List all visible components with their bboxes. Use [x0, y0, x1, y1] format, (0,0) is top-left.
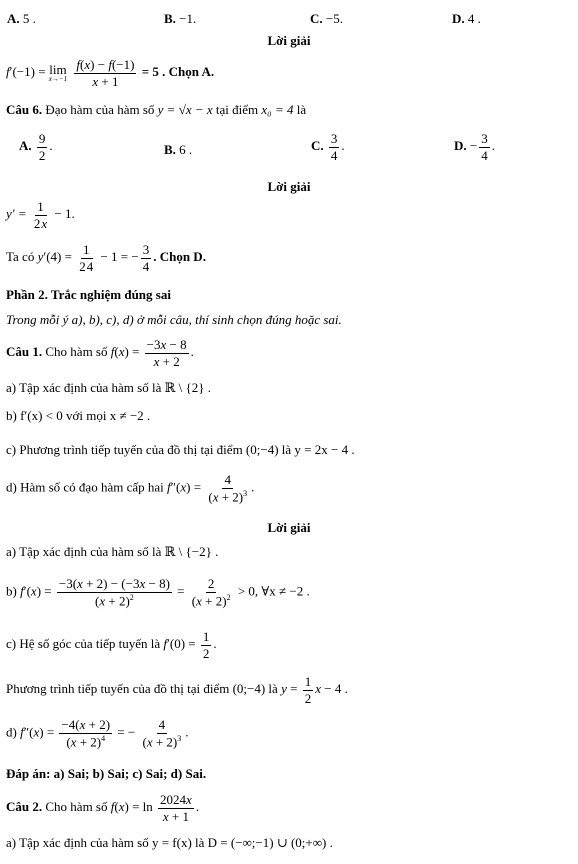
- q5-option-c: C. −5.: [310, 11, 343, 26]
- q6-solution-line: Ta có y′(4) = $\frac{1}{24}$ − 1 = − $\frac{3}{4}$ . Chọn D.: [6, 242, 206, 274]
- c1-solution-c: c) Hệ số góc của tiếp tuyến là f′(0) = $\frac{1}{2}$ .: [6, 629, 217, 661]
- q6-derivative: y′ = $\frac{1}{2x}$ − 1.: [6, 199, 75, 231]
- c1-solution-b: b) f′(x) = $\frac{-3(x + 2) - (-3x - 8)}{(x + 2)^2}$ = $\frac{2}{(x + 2)^2}$ > 0, ∀x ≠ −2 .: [6, 576, 310, 608]
- c1-question: Câu 1. Cho hàm số f(x) = $\frac{-3x - 8}{x + 2}$ .: [6, 337, 194, 369]
- c1-solution-a: a) Tập xác định của hàm số là ℝ \ {−2} .: [6, 544, 219, 559]
- part2-instruction: Trong mỗi ý a), b), c), d) ở mỗi câu, thí sinh chọn đúng hoặc sai.: [6, 312, 342, 327]
- solution-heading-2: Lời giải: [267, 179, 311, 194]
- c1-solution-c2: Phương trình tiếp tuyến của đồ thị tại điểm (0;−4) là y = $\frac{1}{2}$ x − 4 .: [6, 674, 348, 706]
- q5-option-a: A. 5 .: [7, 11, 36, 26]
- q6-option-c: C. $\frac{3}{4}$ .: [311, 131, 345, 163]
- c1-statement-a: a) Tập xác định của hàm số là ℝ \ {2} .: [6, 380, 211, 395]
- solution-heading-3: Lời giải: [267, 520, 311, 535]
- c2-question: Câu 2. Cho hàm số f(x) = ln $\frac{2024x}{x + 1}$ .: [6, 792, 200, 824]
- c2-statement-a: a) Tập xác định của hàm số y = f(x) là D = (−∞;−1) ∪ (0;+∞) .: [6, 835, 333, 850]
- c1-statement-c: c) Phương trình tiếp tuyến của đồ thị tại điểm (0;−4) là y = 2x − 4 .: [6, 442, 355, 457]
- c1-answer: Đáp án: a) Sai; b) Sai; c) Sai; d) Sai.: [6, 766, 207, 781]
- c1-solution-d: d) f″(x) = $\frac{-4(x + 2)}{(x + 2)^4}$ = − $\frac{4}{(x + 2)^3}$ .: [6, 717, 189, 749]
- q6-option-d: D. − $\frac{3}{4}$ .: [454, 131, 495, 163]
- solution-heading: Lời giải: [267, 33, 311, 48]
- q5-option-b: B. −1.: [164, 11, 197, 26]
- q6-option-a: A. $\frac{9}{2}$ .: [19, 131, 53, 163]
- q6-option-b: B. 6 .: [164, 142, 193, 157]
- q5-option-d: D. 4 .: [452, 11, 481, 26]
- c1-statement-d: d) Hàm số có đạo hàm cấp hai f″(x) = $\frac{4}{(x + 2)^3}$ .: [6, 472, 255, 504]
- q6-question: Câu 6. Đạo hàm của hàm số y = √x − x tại điểm x₀ = 4 là: [6, 102, 307, 117]
- c1-statement-b: b) f′(x) < 0 với mọi x ≠ −2 .: [6, 408, 151, 423]
- q5-solution-formula: f′(−1) = lim x→−1 $\frac{f(x) - f(-1)}{x + 1}$ = 5 . Chọn A.: [6, 57, 215, 89]
- part2-title: Phần 2. Trắc nghiệm đúng sai: [6, 287, 171, 302]
